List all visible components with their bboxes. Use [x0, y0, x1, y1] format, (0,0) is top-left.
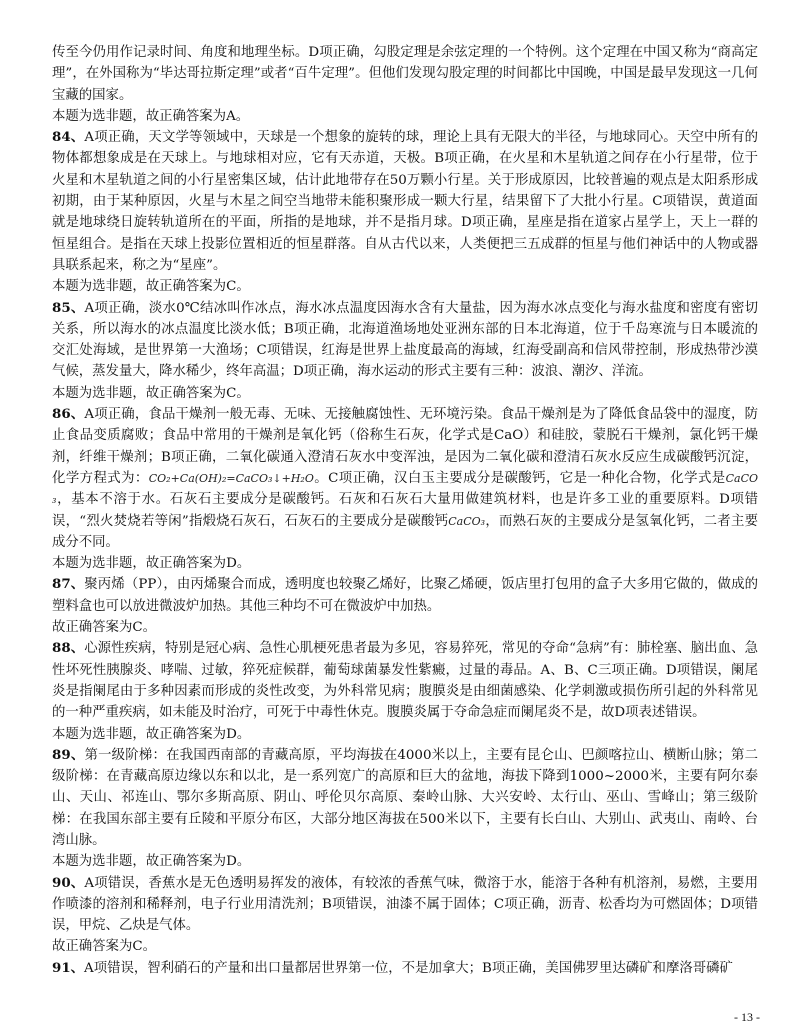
question-number: 91、 [52, 959, 85, 976]
paragraph-91: 91、A项错误，智利硝石的产量和出口量都居世界第一位，不是加拿大；B项正确，美国佛罗里达磷矿和摩洛哥磷矿 [52, 959, 733, 976]
answer-line: 本题为选非题，故正确答案为C。 [52, 279, 250, 295]
chemical-formula: CaCO₃ [52, 471, 759, 507]
answer-line: 故正确答案为C。 [52, 620, 156, 636]
paragraph-0: 传至今仍用作记录时间、角度和地理坐标。D项正确，勾股定理是余弦定理的一个特例。这个定理在中国又称为“商高定理”，在外国称为“毕达哥拉斯定理”或者“百牛定理”。但他们发现勾股定理的时间都比中国晚，中国是最早发现这一几何宝藏的国家。 [52, 45, 758, 103]
answer-line: 本题为选非题，故正确答案为D。 [52, 556, 251, 572]
answer-line: 本题为选非题，故正确答案为D。 [52, 854, 251, 870]
answer-line: 本题为选非题，故正确答案为D。 [52, 726, 251, 742]
question-number: 84、 [52, 129, 85, 146]
paragraph-85: 85、A项正确，淡水0℃结冰叫作冰点，海水冰点温度因海水含有大量盐，因为海水冰点变化与海水盐度和密度有密切关系，所以海水的冰点温度比淡水低；B项正确，北海道渔场地处亚洲东部的日本北海道，位于千岛寒流与日本暖流的交汇处海域，是世界第一大渔场；C项错误，红海是世界上盐度最高的海域，红海受副高和信风带控制，形成热带沙漠气候，蒸发量大，降水稀少，终年高温；D项正确，海水运动的形式主要有三种：波浪、潮汐、洋流。 [52, 299, 758, 380]
question-number: 87、 [52, 576, 85, 593]
question-number: 90、 [52, 874, 85, 891]
paragraph-86: 86、A项正确，食品干燥剂一般无毒、无味、无接触腐蚀性、无环境污染。食品干燥剂是为了降低食品袋中的湿度，防止食品变质腐败；食品中常用的干燥剂是氧化钙（俗称生石灰，化学式是CaO）和硅胶，蒙脱石干燥剂，氯化钙干燥剂，纤维干燥剂；B项正确，二氧化碳通入澄清石灰水中变浑浊，是因为二氧化碳和澄清石灰水反应生成碳酸钙沉淀，化学方程式为：CO₂+Ca(OH)₂=CaCO₃↓+H₂O。C项正确，汉白玉主要成分是碳酸钙，它是一种化合物，化学式是CaCO₃，基本不溶于水。石灰石主要成分是碳酸钙。石灰和石灰石大量用做建筑材料，也是许多工业的重要原料。D项错误，“烈火焚烧若等闲”指煅烧石灰石，石灰石的主要成分是碳酸钙CaCO₃，而熟石灰的主要成分是氢氧化钙，二者主要成分不同。 [52, 406, 759, 550]
paragraph-90: 90、A项错误，香蕉水是无色透明易挥发的液体，有较浓的香蕉气味，微溶于水，能溶于各种有机溶剂，易燃，主要用作喷漆的溶剂和稀释剂，电子行业用清洗剂；B项错误，油漆不属于固体；C项正确，沥青、松香均为可燃固体；D项错误，甲烷、乙炔是气体。 [52, 874, 759, 934]
document-body [52, 42, 758, 979]
question-number: 85、 [52, 299, 85, 316]
chemical-equation: CO₂+Ca(OH)₂=CaCO₃↓+H₂O [148, 471, 314, 485]
question-number: 89、 [52, 746, 85, 763]
answer-line: 本题为选非题，故正确答案为A。 [52, 108, 250, 124]
paragraph-87: 87、聚丙烯（PP），由丙烯聚合而成，透明度也较聚乙烯好，比聚乙烯硬，饭店里打包用的盒子大多用它做的，做成的塑料盒也可以放进微波炉加热。其他三种均不可在微波炉中加热。 [52, 576, 758, 614]
paragraph-89: 89、第一级阶梯：在我国西南部的青藏高原，平均海拔在4000米以上，主要有昆仑山、巴颜喀拉山、横断山脉；第二级阶梯：在青藏高原边缘以东和以北，是一系列宽广的高原和巨大的盆地，海拔下降到1000~2000米，主要有阿尔泰山、天山、祁连山、鄂尔多斯高原、阴山、呼伦贝尔高原、秦岭山脉、大兴安岭、太行山、巫山、雪峰山；第三级阶梯：在我国东部主要有丘陵和平原分布区，大部分地区海拔在500米以下，主要有长白山、大别山、武夷山、南岭、台湾山脉。 [52, 746, 759, 848]
question-number: 88、 [52, 640, 85, 657]
answer-line: 本题为选非题，故正确答案为C。 [52, 385, 250, 401]
paragraph-88: 88、心源性疾病，特别是冠心病、急性心肌梗死患者最为多见，容易猝死，常见的夺命“急病”有：肺栓塞、脑出血、急性坏死性胰腺炎、哮喘、过敏，猝死症候群，葡萄球菌暴发性紫癜，过量的毒品。A、B、C三项正确。D项错误，阑尾炎是指阑尾由于多种因素而形成的炎性改变，为外科常见病；腹膜炎是由细菌感染、化学刺激或损伤所引起的外科常见的一种严重疾病，如未能及时治疗，可死于中毒性休克。腹膜炎属于夺命急症而阑尾炎不是，故D项表述错误。 [52, 640, 758, 721]
chemical-formula: CaCO₃ [448, 514, 486, 528]
answer-line: 故正确答案为C。 [52, 939, 156, 955]
page-number: - 13 - [734, 1010, 760, 1024]
question-number: 86、 [52, 406, 85, 423]
paragraph-84: 84、A项正确，天文学等领域中，天球是一个想象的旋转的球，理论上具有无限大的半径，与地球同心。天空中所有的物体都想象成是在天球上。与地球相对应，它有天赤道，天极。B项正确，在火星和木星轨道之间存在小行星带，位于火星和木星轨道之间的小行星密集区域，估计此地带存在50万颗小行星。关于形成原因，比较普遍的观点是太阳系形成初期，由于某种原因，火星与木星之间空当地带未能积聚形成一颗大行星，结果留下了大批小行星。C项错误，黄道面就是地球绕日旋转轨道所在的平面，所指的是地球，并不是指月球。D项正确，星座是指在道家占星学上，天上一群的恒星组合。是指在天球上投影位置相近的恒星群落。自从古代以来，人类便把三五成群的恒星与他们神话中的人物或器具联系起来，称之为“星座”。 [52, 129, 759, 273]
